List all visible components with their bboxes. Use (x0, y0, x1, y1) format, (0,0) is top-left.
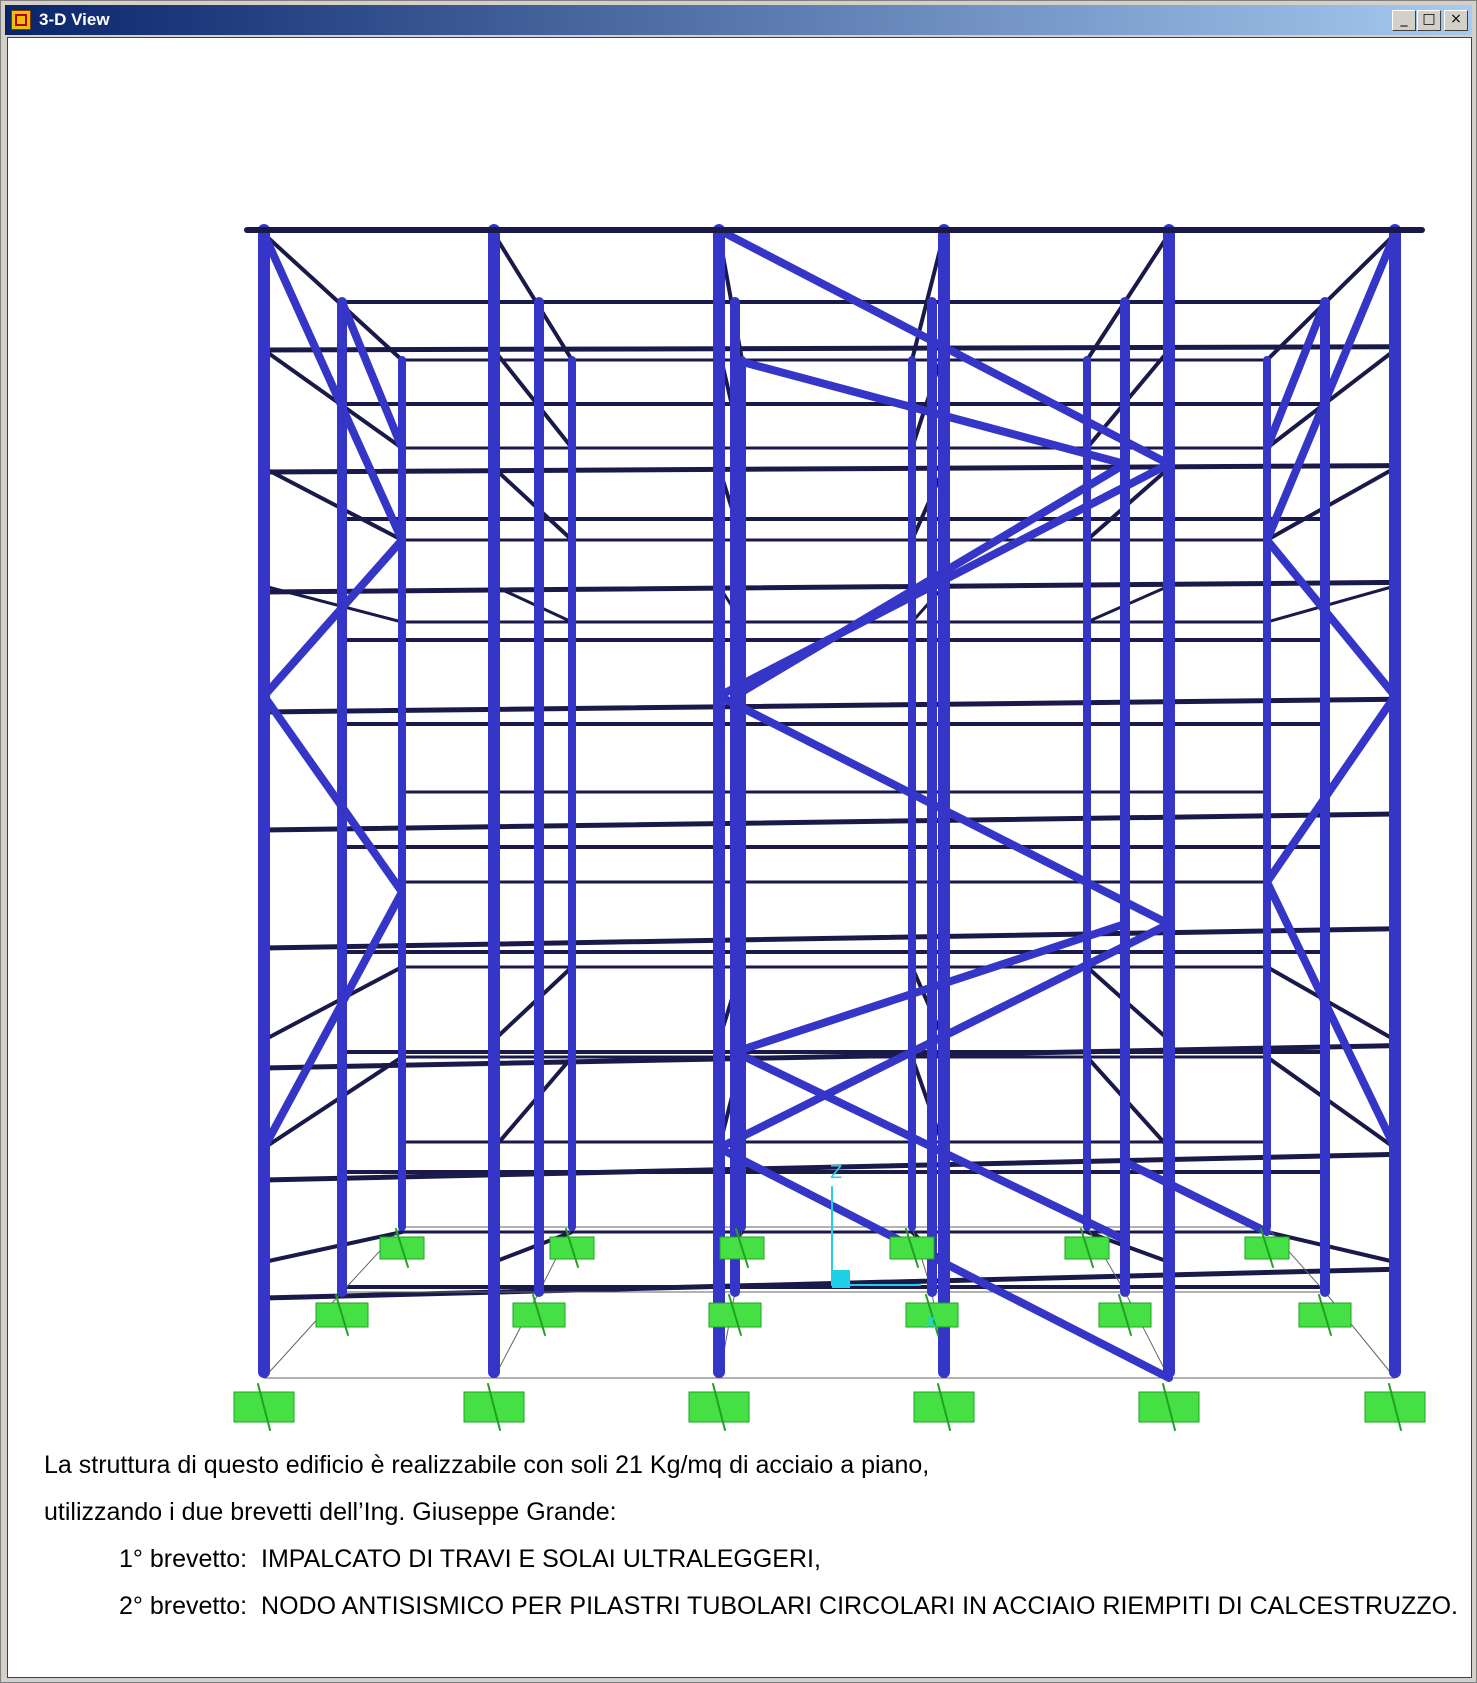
depth-beam (264, 468, 402, 540)
z-axis-label: Z (830, 1162, 843, 1183)
window-title: 3-D View (39, 10, 110, 29)
title-bar[interactable] (5, 5, 1472, 35)
patent-2-text: NODO ANTISISMICO PER PILASTRI TUBOLARI CIRCOLARI IN ACCIAIO RIEMPITI DI CALCESTRUZZO. (261, 1592, 1458, 1620)
caption-line-1: La struttura di questo edificio è realizzabile con soli 21 Kg/mq di acciaio a piano, (44, 1451, 930, 1479)
depth-beam (494, 468, 572, 540)
diagonal-brace (264, 234, 402, 540)
diagonal-brace (1267, 234, 1395, 540)
depth-beam (1267, 234, 1395, 360)
front-floor-beams (264, 230, 1395, 1298)
structural-model[interactable] (8, 38, 1471, 1677)
front-floor-beam (264, 582, 1395, 592)
patent-2 (119, 1591, 1458, 1621)
front-floor-beam (264, 814, 1395, 830)
maximize-button[interactable]: □ (1417, 10, 1441, 31)
minimize-button[interactable]: _ (1392, 10, 1416, 31)
fixed-supports (234, 1229, 1425, 1430)
axis-origin (832, 1270, 850, 1288)
diagonal-brace (264, 892, 402, 1148)
front-floor-beam (264, 1269, 1395, 1298)
x-axis-label: X (925, 1312, 938, 1333)
front-floor-beam (264, 929, 1395, 948)
depth-beam (264, 967, 402, 1040)
close-button[interactable]: × (1444, 10, 1468, 31)
base-grid-lines (264, 1227, 1395, 1378)
3d-view-canvas[interactable] (7, 37, 1472, 1678)
depth-beam (494, 350, 572, 448)
front-floor-beam (264, 466, 1395, 472)
patent-2-label: 2° brevetto: (119, 1592, 248, 1620)
front-floor-beam (264, 347, 1395, 350)
front-columns (247, 230, 1422, 1372)
front-floor-beam (264, 699, 1395, 712)
patent-1-label: 1° brevetto: (119, 1545, 248, 1573)
depth-beam (1267, 967, 1395, 1040)
sap-app-icon[interactable] (11, 10, 31, 30)
patent-1-text: IMPALCATO DI TRAVI E SOLAI ULTRALEGGERI, (261, 1545, 821, 1573)
patent-1 (119, 1544, 821, 1574)
depth-beam (494, 1057, 572, 1148)
depth-beam (264, 234, 402, 360)
depth-beam (494, 967, 572, 1040)
depth-beam (494, 234, 572, 360)
diagonal-brace (1267, 882, 1395, 1148)
caption-line-2: utilizzando i due brevetti dell’Ing. Giuseppe Grande: (44, 1498, 617, 1526)
